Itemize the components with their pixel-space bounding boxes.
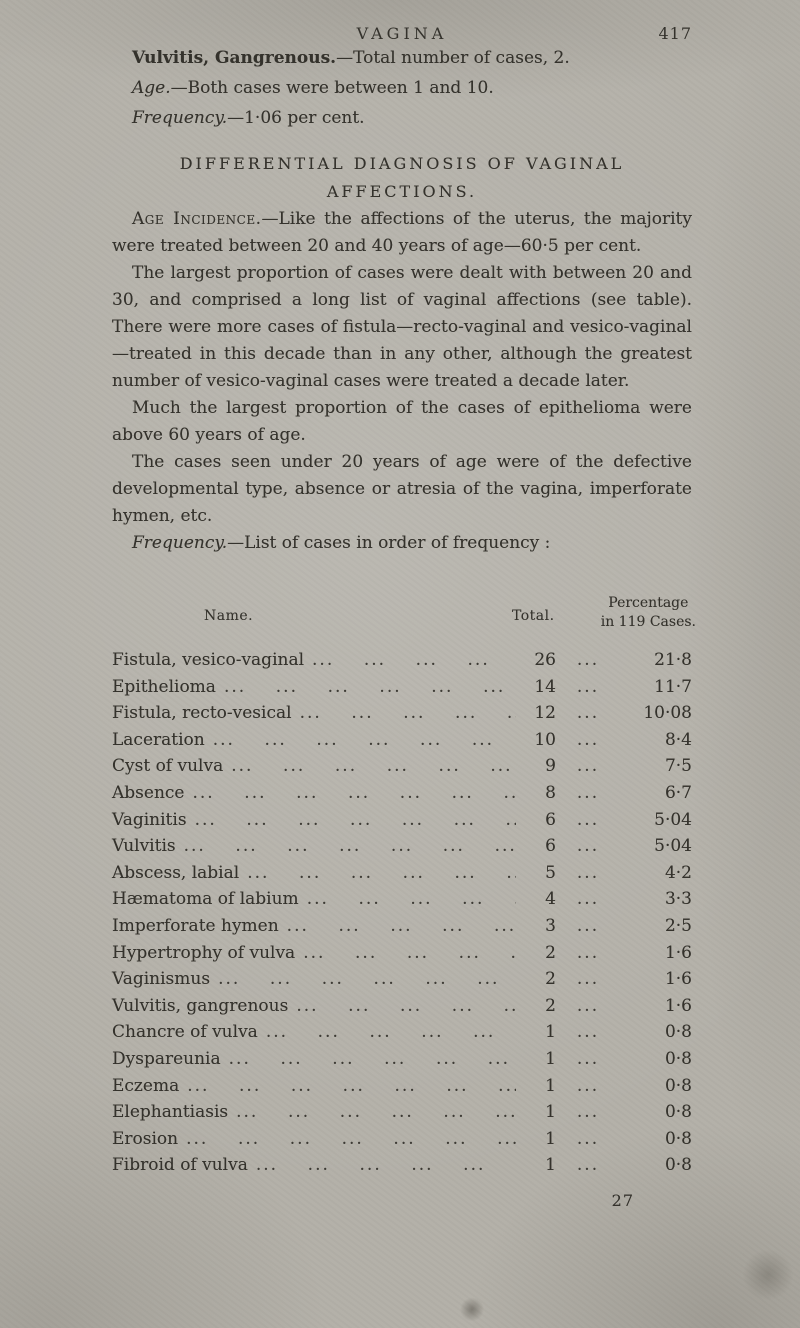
dot-leader — [292, 700, 516, 727]
case-name: Erosion — [112, 1128, 179, 1149]
table-row — [112, 700, 692, 727]
case-total: 1 — [545, 1155, 556, 1176]
table-row — [112, 886, 692, 913]
dot-leader — [556, 993, 620, 1020]
case-name: Vaginismus — [112, 969, 211, 990]
case-name: Fistula, vesico-vaginal — [112, 650, 305, 670]
paragraph-text: The largest proportion of cases were dealt with between 20 and 30, and comprised a long list of vaginal affections (see table). There were more cases of fistula—recto-vaginal and vesico-vaginal—treated in this decade than in any other, although the greatest number of vesico-vaginal cases were treated a decade later. — [112, 263, 692, 391]
paragraph-text: —1·06 per cent. — [227, 108, 365, 128]
case-name: Fistula, recto-vesical — [112, 703, 292, 724]
table-row — [112, 860, 692, 887]
paragraph-text: —Like the affections of the uterus, the majority were treated between 20 and 40 years of age—60·5 per cent. — [112, 209, 692, 256]
dot-leader — [179, 1073, 516, 1100]
case-name: Chancre of vulva — [112, 1022, 258, 1043]
column-header-percentage-line2: in 119 Cases. — [600, 614, 696, 630]
paragraph-epithelioma — [112, 395, 692, 449]
case-percentage: 10·08 — [643, 703, 692, 724]
frequency-table — [112, 591, 696, 1179]
table-row — [112, 1152, 692, 1179]
case-total: 26 — [534, 650, 556, 670]
paragraph-text: The cases seen under 20 years of age were of the defective developmental type, absence or atresia of the vagina, imperforate hymen, etc. — [112, 452, 692, 526]
dot-leader — [295, 940, 516, 967]
case-total: 9 — [545, 756, 556, 777]
case-name: Abscess, labial — [112, 862, 240, 883]
case-total: 1 — [545, 1102, 556, 1123]
dot-leader — [556, 727, 620, 754]
paragraph-text: —List of cases in order of frequency : — [227, 533, 551, 553]
case-name: Cyst of vulva — [112, 756, 224, 777]
case-percentage: 1·6 — [664, 969, 692, 990]
case-percentage: 11·7 — [654, 676, 692, 697]
table-row — [112, 966, 692, 993]
case-total: 4 — [545, 889, 556, 910]
section-heading — [112, 150, 692, 206]
paragraph-decades — [112, 260, 692, 395]
paragraph-text: —Both cases were between 1 and 10. — [170, 78, 494, 98]
case-total: 10 — [534, 729, 556, 750]
case-total: 8 — [545, 782, 556, 803]
dot-leader — [223, 753, 516, 780]
case-percentage: 1·6 — [664, 942, 692, 963]
case-total: 2 — [545, 969, 556, 990]
paragraph-lead: Vulvitis, Gangrenous. — [132, 48, 337, 68]
dot-leader — [176, 833, 516, 860]
column-header-total: Total. — [512, 608, 555, 624]
dot-leader — [556, 940, 620, 967]
case-percentage: 7·5 — [664, 756, 692, 777]
dot-leader — [221, 1046, 516, 1073]
case-name: Fibroid of vulva — [112, 1155, 248, 1176]
paragraph-age — [112, 74, 692, 102]
dot-leader — [556, 966, 620, 993]
table-row — [112, 833, 692, 860]
dot-leader — [556, 1099, 620, 1126]
dot-leader — [556, 807, 620, 834]
case-percentage: 5·04 — [654, 809, 692, 830]
paragraph-lead: Age. — [132, 78, 171, 98]
case-total: 2 — [545, 995, 556, 1016]
dot-leader — [279, 913, 516, 940]
table-row — [112, 1073, 692, 1100]
case-name: Absence — [112, 782, 185, 803]
dot-leader — [556, 1046, 620, 1073]
page-number: 417 — [658, 24, 692, 43]
column-header-name: Name. — [204, 608, 254, 624]
case-percentage: 5·04 — [654, 836, 692, 857]
table-row — [112, 807, 692, 834]
dot-leader — [187, 807, 516, 834]
case-total: 1 — [545, 1128, 556, 1149]
dot-leader — [556, 1126, 620, 1153]
case-name: Hæmatoma of labium — [112, 889, 299, 910]
case-total: 14 — [534, 676, 556, 697]
case-name: Laceration — [112, 729, 205, 750]
column-header-percentage-line1: Percentage — [608, 595, 689, 611]
signature-mark: 27 — [611, 1190, 634, 1210]
table-row — [112, 1099, 692, 1126]
case-total: 6 — [545, 809, 556, 830]
case-total: 1 — [545, 1075, 556, 1096]
dot-leader — [556, 1073, 620, 1100]
section-heading-line2: AFFECTIONS. — [326, 182, 478, 201]
case-name: Imperforate hymen — [112, 915, 279, 936]
case-percentage: 0·8 — [664, 1155, 692, 1176]
case-percentage: 4·2 — [664, 862, 692, 883]
case-percentage: 0·8 — [664, 1102, 692, 1123]
dot-leader — [556, 1152, 620, 1179]
table-row — [112, 753, 692, 780]
dot-leader — [288, 993, 516, 1020]
dot-leader — [556, 860, 620, 887]
case-total: 1 — [545, 1022, 556, 1043]
table-header — [112, 591, 696, 647]
table-row — [112, 993, 692, 1020]
paragraph-frequency-list — [112, 530, 692, 557]
section-heading-line1: DIFFERENTIAL DIAGNOSIS OF VAGINAL — [179, 154, 625, 173]
paragraph-frequency — [112, 104, 692, 132]
paragraph-lead: Frequency. — [132, 533, 228, 553]
case-total: 12 — [534, 703, 556, 724]
dot-leader — [239, 860, 516, 887]
paragraph-lead: Age Incidence. — [132, 209, 262, 229]
case-percentage: 3·3 — [664, 889, 692, 910]
dot-leader — [304, 647, 516, 674]
case-name: Hypertrophy of vulva — [112, 942, 296, 963]
table-row — [112, 647, 692, 674]
paragraph-text: Much the largest proportion of the cases of epithelioma were above 60 years of age. — [112, 398, 692, 445]
case-name: Dyspareunia — [112, 1048, 221, 1069]
running-head — [112, 24, 692, 44]
table-row — [112, 727, 692, 754]
case-total: 5 — [545, 862, 556, 883]
dot-leader — [556, 753, 620, 780]
case-percentage: 0·8 — [664, 1128, 692, 1149]
case-name: Vulvitis, gangrenous — [112, 995, 289, 1016]
case-percentage: 2·5 — [664, 915, 692, 936]
case-percentage: 8·4 — [664, 729, 692, 750]
case-percentage: 0·8 — [664, 1022, 692, 1043]
column-header-percentage — [601, 594, 696, 632]
dot-leader — [210, 966, 516, 993]
case-total: 2 — [545, 942, 556, 963]
case-percentage: 0·8 — [664, 1075, 692, 1096]
paragraph-age-incidence — [112, 206, 692, 260]
dot-leader — [248, 1152, 516, 1179]
table-row — [112, 674, 692, 701]
paragraph-under-20 — [112, 449, 692, 530]
dot-leader — [556, 833, 620, 860]
case-percentage: 6·7 — [664, 782, 692, 803]
dot-leader — [299, 886, 516, 913]
table-row — [112, 1019, 692, 1046]
case-percentage: 0·8 — [664, 1048, 692, 1069]
case-name: Epithelioma — [112, 676, 216, 697]
dot-leader — [258, 1019, 516, 1046]
case-percentage: 1·6 — [664, 995, 692, 1016]
table-body — [112, 647, 692, 1179]
page-content — [112, 0, 696, 1210]
table-row — [112, 1046, 692, 1073]
dot-leader — [556, 913, 620, 940]
dot-leader — [184, 780, 516, 807]
table-row — [112, 1126, 692, 1153]
dot-leader — [556, 1019, 620, 1046]
dot-leader — [556, 674, 620, 701]
dot-leader — [228, 1099, 516, 1126]
dot-leader — [556, 700, 620, 727]
dot-leader — [205, 727, 516, 754]
dot-leader — [216, 674, 516, 701]
dot-leader — [178, 1126, 516, 1153]
table-row — [112, 780, 692, 807]
case-name: Elephantiasis — [112, 1102, 229, 1123]
paragraph-lead: Frequency. — [132, 108, 228, 128]
dot-leader — [556, 647, 620, 674]
case-total: 3 — [545, 915, 556, 936]
table-row — [112, 913, 692, 940]
case-percentage: 21·8 — [654, 650, 692, 670]
dot-leader — [556, 780, 620, 807]
running-header-title: VAGINA — [356, 24, 448, 43]
table-row — [112, 940, 692, 967]
dot-leader — [556, 886, 620, 913]
case-name: Vaginitis — [112, 809, 187, 830]
case-name: Eczema — [112, 1075, 180, 1096]
case-total: 1 — [545, 1048, 556, 1069]
paragraph-text: —Total number of cases, 2. — [336, 48, 570, 68]
paragraph-vulvitis-gangrenous — [112, 44, 692, 72]
case-name: Vulvitis — [112, 836, 176, 857]
case-total: 6 — [545, 836, 556, 857]
